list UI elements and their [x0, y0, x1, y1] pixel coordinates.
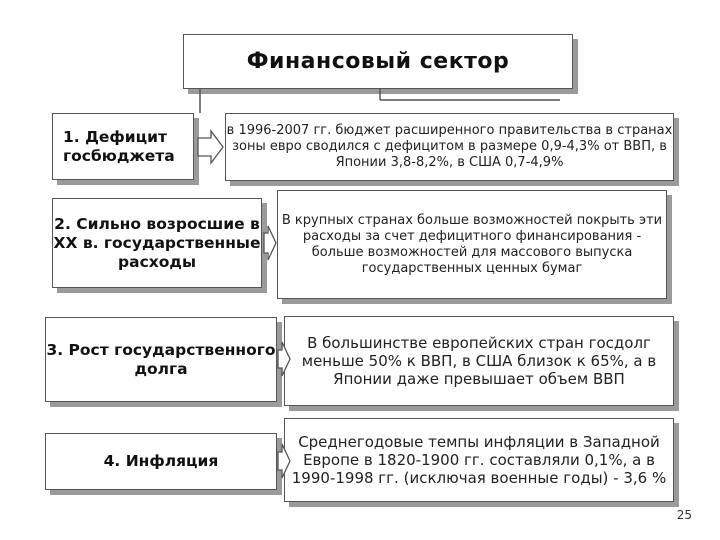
- arrow-icon-3: [278, 342, 290, 376]
- detail-text-1: в 1996-2007 гг. бюджет расширенного правительства в странах зоны евро сводился с дефицитом в размере 0,9-4,3% от ВВП, в Японии 3,8-8,2%, в США 0,7-4,9%: [226, 123, 673, 170]
- arrow-icon-2: [264, 226, 276, 260]
- factor-label-3: 3. Рост государственного долга: [46, 340, 276, 378]
- detail-text-3: В большинстве европейских стран госдолг меньше 50% к ВВП, в США близок к 65%, а в Японии даже превышает объем ВВП: [301, 334, 657, 388]
- arrow-icon-4: [278, 444, 290, 478]
- factor-label-2: 2. Сильно возросшие в XX в. государственные расходы: [53, 214, 261, 271]
- factor-label-4: 4. Инфляция: [103, 452, 219, 470]
- factor-label-1: 1. Дефицит госбюджета: [63, 127, 175, 165]
- arrow-icon-1: [198, 131, 223, 163]
- title-text: Финансовый сектор: [246, 49, 510, 74]
- detail-text-4: Среднегодовые темпы инфляции в Западной Европе в 1820-1900 гг. составляли 0,1%, а в 1990-1998 гг. (исключая военные годы) - 3,6 %: [291, 433, 667, 487]
- detail-text-2: В крупных странах больше возможностей покрыть эти расходы за счет дефицитного финансирования - больше возможностей для массового выпуска государственных ценных бумаг: [281, 212, 663, 276]
- page-number: 25: [676, 508, 692, 522]
